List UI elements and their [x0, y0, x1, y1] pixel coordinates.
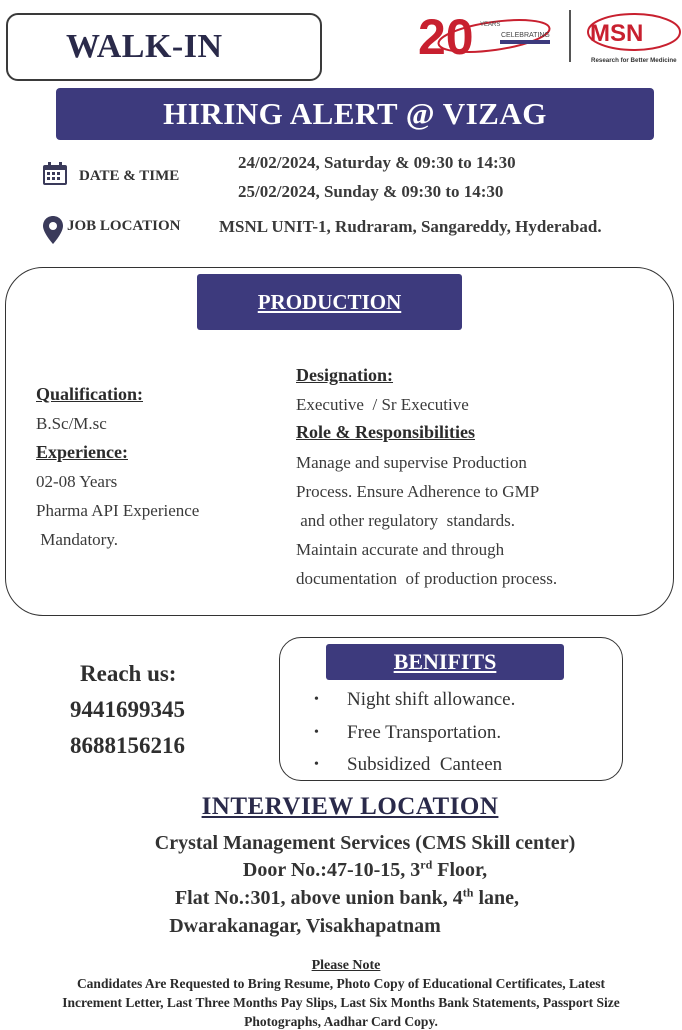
experience-line: Mandatory.: [36, 530, 118, 549]
job-location-value: MSNL UNIT-1, Rudraram, Sangareddy, Hyderabad.: [219, 217, 602, 236]
role-line: Process. Ensure Adherence to GMP: [296, 482, 540, 501]
logo-divider: [569, 10, 571, 62]
calendar-icon: [42, 162, 68, 186]
production-title: PRODUCTION: [257, 289, 402, 314]
hiring-alert-banner: [56, 88, 654, 140]
note-line: Photographs, Aadhar Card Copy.: [244, 1014, 438, 1029]
hiring-alert-title: HIRING ALERT @ VIZAG: [163, 96, 547, 131]
location-pin-icon: [42, 215, 64, 245]
interview-address-line-4: Dwarakanagar, Visakhapatnam: [169, 915, 441, 937]
designation-value: Executive / Sr Executive: [296, 395, 469, 414]
note-heading: [0, 956, 682, 974]
benefit-item: Subsidized Canteen: [347, 754, 503, 775]
interview-location-title: INTERVIEW LOCATION: [201, 793, 499, 820]
note-line: Candidates Are Requested to Bring Resume, Photo Copy of Educational Certificates, Latest: [76, 976, 606, 991]
role-line: and other regulatory standards.: [296, 511, 516, 530]
walk-in-box: [6, 13, 322, 81]
reach-us-label: Reach us:: [80, 661, 177, 686]
job-location-label: JOB LOCATION: [67, 218, 181, 234]
anniversary-tag-years: YEARS: [480, 22, 501, 28]
role-label: Role & Responsibilities: [296, 422, 476, 442]
bullet-icon: •: [314, 757, 319, 772]
production-heading: [197, 274, 462, 330]
company-logo-tagline: Research for Better Medicine: [591, 57, 677, 64]
experience-line: 02-08 Years: [36, 472, 118, 491]
note-line: Increment Letter, Last Three Months Pay Slips, Last Six Months Bank Statements, Passport Size: [62, 995, 620, 1010]
company-logo-name: MSN: [590, 20, 644, 47]
role-line: Maintain accurate and through: [296, 540, 505, 559]
benefits-heading: [326, 644, 564, 680]
qualification-value: B.Sc/M.sc: [36, 414, 107, 433]
phone-number[interactable]: 8688156216: [70, 733, 185, 758]
role-line: Manage and supervise Production: [296, 453, 527, 472]
interview-address-line-2: Door No.:47-10-15, 3rd Floor,: [242, 857, 488, 881]
date-time-line-1: 24/02/2024, Saturday & 09:30 to 14:30: [238, 153, 516, 172]
phone-number[interactable]: 9441699345: [70, 697, 185, 722]
anniversary-number: 20: [418, 9, 474, 64]
benefit-item: Night shift allowance.: [347, 689, 516, 710]
experience-label: Experience:: [36, 442, 128, 462]
interview-location-heading: [0, 793, 682, 821]
bullet-icon: •: [314, 725, 319, 740]
date-time-label: DATE & TIME: [79, 168, 180, 184]
benefits-title: BENIFITS: [393, 649, 497, 674]
qualification-label: Qualification:: [36, 384, 143, 404]
bullet-icon: •: [314, 692, 319, 707]
anniversary-tag-celebrating: CELEBRATING: [501, 32, 550, 39]
benefit-item: Free Transportation.: [347, 722, 502, 743]
company-logo: [586, 8, 682, 66]
interview-address-line-1: Crystal Management Services (CMS Skill center): [154, 832, 576, 854]
walk-in-label: WALK-IN: [66, 28, 223, 65]
anniversary-logo: [418, 6, 553, 64]
role-line: documentation of production process.: [296, 569, 558, 588]
date-time-line-2: 25/02/2024, Sunday & 09:30 to 14:30: [238, 182, 504, 201]
designation-label: Designation:: [296, 365, 394, 385]
experience-line: Pharma API Experience: [36, 501, 200, 520]
interview-address-line-3: Flat No.:301, above union bank, 4th lane,: [174, 885, 520, 909]
note-title: Please Note: [311, 958, 381, 973]
